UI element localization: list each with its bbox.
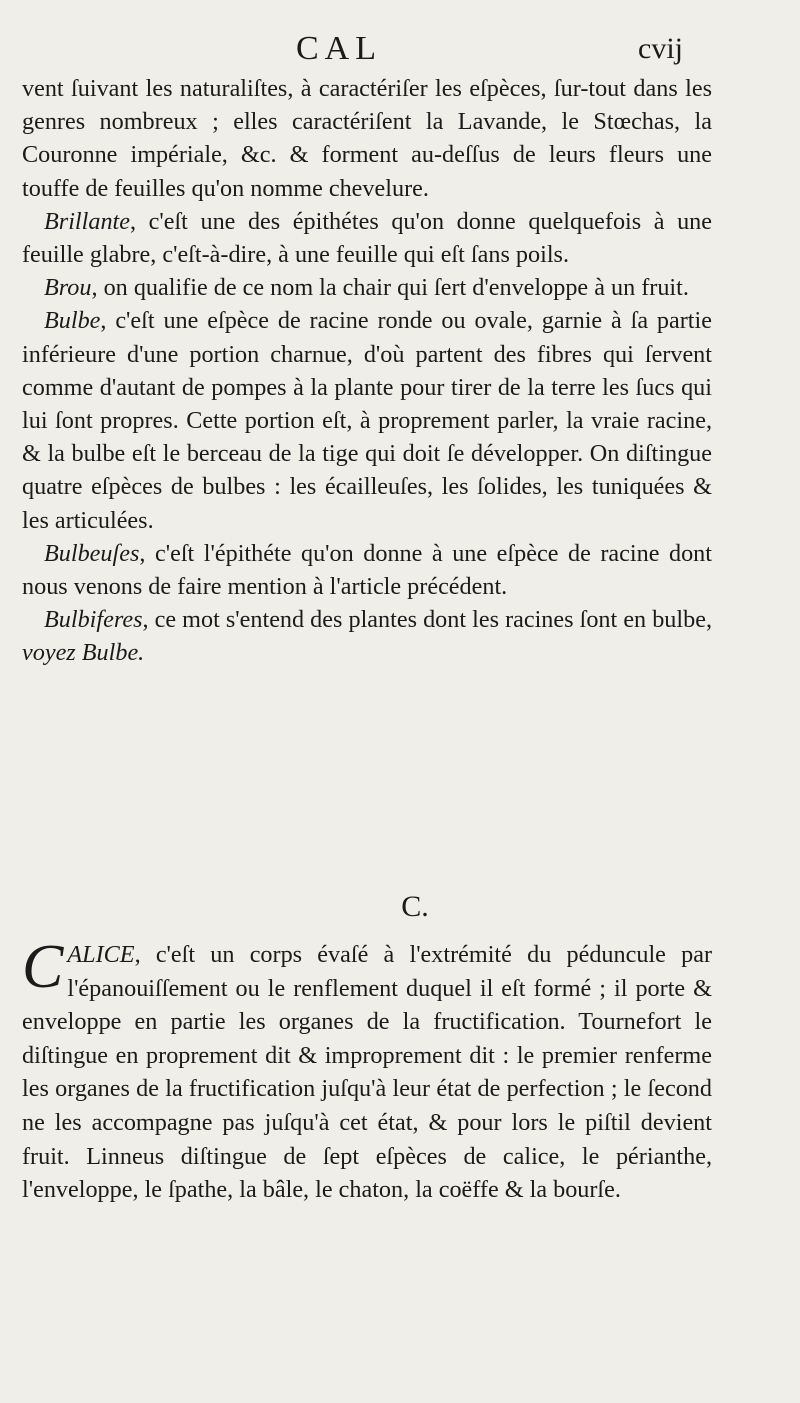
section-heading: C. (401, 890, 429, 923)
entry-term: ALICE (67, 941, 135, 968)
page-number: cvij (638, 32, 683, 65)
glossary-entry-brou (22, 271, 712, 304)
entry-term: Bulbeuſes (44, 539, 140, 567)
glossary-entries (22, 72, 712, 670)
glossary-entry-bulbeuses (22, 537, 712, 603)
entry-text: vent ſuivant les naturaliſtes, à caractériſer les eſpèces, ſur-tout dans les genres nombreux ; elles caractériſent la Lavande, le Stœchas, la Couronne impériale, &c. & forment au-deſſus de leurs fleurs une touffe de feuilles qu'on nomme chevelure. (22, 75, 712, 202)
page-header (0, 30, 800, 70)
entry-term: Bulbe (44, 307, 101, 335)
entry-text: , c'eſt l'épithéte qu'on donne à une eſpèce de racine dont nous venons de faire mention à l'article précédent. (22, 539, 712, 601)
glossary-entry-bulbiferes (22, 603, 712, 669)
entry-text: , on qualifie de ce nom la chair qui ſert d'enveloppe à un fruit. (91, 274, 689, 302)
running-head: CAL (296, 30, 382, 67)
cross-reference-term: Bulbe. (81, 639, 145, 667)
entry-term: Bulbiferes (44, 606, 143, 634)
glossary-entry-continuation (22, 72, 712, 205)
entry-term: Brillante (44, 207, 130, 235)
entry-text: , c'eſt une eſpèce de racine ronde ou ovale, garnie à ſa partie inférieure d'une portion charnue, d'où partent des fibres qui ſervent comme d'autant de pompes à la plante pour tirer de la terre les ſucs qui lui ſont propres. Cette portion eſt, à proprement parler, la vraie racine, & la bulbe eſt le berceau de la tige qui doit ſe développer. On diſtingue quatre eſpèces de bulbes : les écailleuſes, les ſolides, les tuniquées & les articulées. (22, 307, 712, 534)
entry-text: , c'eſt un corps évaſé à l'extrémité du péduncule par l'épanouiſſement ou le renflement duquel il eſt formé ; il porte & enveloppe en partie les organes de la fructification. Tournefort le diſtingue en proprement dit & improprement dit : le premier renferme les organes de la fructification juſqu'à leur état de perfection ; le ſecond ne les accompagne pas juſqu'à cet état, & pour lors le piſtil devient fruit. Linneus diſtingue de ſept eſpèces de calice, le périanthe, l'enveloppe, le ſpathe, la bâle, le chaton, la coëffe & la bourſe. (22, 941, 712, 1204)
entry-text: , c'eſt une des épithétes qu'on donne quelquefois à une feuille glabre, c'eſt-à-dire, à une feuille qui eſt ſans poils. (22, 207, 712, 269)
section-entry-calice (22, 933, 712, 1207)
drop-cap: C (22, 933, 64, 1001)
entry-term: Brou (44, 274, 92, 302)
glossary-entry-brillante (22, 205, 712, 271)
cross-reference-prefix: voyez (22, 639, 76, 667)
glossary-entry-bulbe (22, 304, 712, 536)
entry-text: , ce mot s'entend des plantes dont les racines ſont en bulbe, (142, 606, 712, 634)
